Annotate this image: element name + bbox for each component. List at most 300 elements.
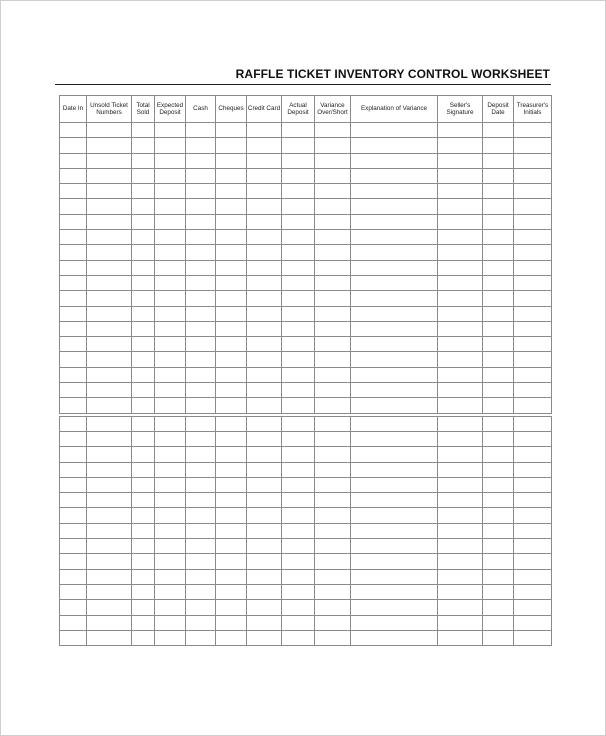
cell-variance-over-short[interactable] [315, 214, 351, 229]
cell-total-sold[interactable] [132, 306, 155, 321]
cell-date-in[interactable] [60, 230, 87, 245]
cell-expected-deposit[interactable] [155, 168, 186, 183]
cell-actual-deposit[interactable] [282, 431, 315, 446]
cell-variance-over-short[interactable] [315, 539, 351, 554]
cell-deposit-date[interactable] [483, 153, 514, 168]
cell-variance-over-short[interactable] [315, 554, 351, 569]
cell-variance-over-short[interactable] [315, 230, 351, 245]
cell-actual-deposit[interactable] [282, 245, 315, 260]
cell-expected-deposit[interactable] [155, 214, 186, 229]
cell-cash[interactable] [186, 291, 216, 306]
cell-total-sold[interactable] [132, 138, 155, 153]
cell-cheques[interactable] [216, 367, 247, 382]
cell-explanation-of-variance[interactable] [351, 168, 438, 183]
cell-variance-over-short[interactable] [315, 569, 351, 584]
cell-actual-deposit[interactable] [282, 291, 315, 306]
cell-treasurers-initials[interactable] [514, 138, 552, 153]
cell-treasurers-initials[interactable] [514, 523, 552, 538]
cell-expected-deposit[interactable] [155, 584, 186, 599]
cell-cheques[interactable] [216, 337, 247, 352]
cell-credit-card[interactable] [247, 398, 282, 413]
cell-treasurers-initials[interactable] [514, 600, 552, 615]
cell-treasurers-initials[interactable] [514, 584, 552, 599]
cell-deposit-date[interactable] [483, 168, 514, 183]
cell-cash[interactable] [186, 230, 216, 245]
cell-total-sold[interactable] [132, 291, 155, 306]
cell-cheques[interactable] [216, 398, 247, 413]
cell-date-in[interactable] [60, 615, 87, 630]
cell-actual-deposit[interactable] [282, 447, 315, 462]
cell-actual-deposit[interactable] [282, 600, 315, 615]
cell-cash[interactable] [186, 630, 216, 645]
cell-date-in[interactable] [60, 493, 87, 508]
cell-explanation-of-variance[interactable] [351, 539, 438, 554]
cell-date-in[interactable] [60, 584, 87, 599]
cell-date-in[interactable] [60, 245, 87, 260]
cell-explanation-of-variance[interactable] [351, 199, 438, 214]
cell-sellers-signature[interactable] [438, 123, 483, 138]
cell-total-sold[interactable] [132, 383, 155, 398]
cell-total-sold[interactable] [132, 367, 155, 382]
cell-unsold-ticket-numbers[interactable] [87, 447, 132, 462]
cell-variance-over-short[interactable] [315, 275, 351, 290]
cell-expected-deposit[interactable] [155, 123, 186, 138]
cell-sellers-signature[interactable] [438, 523, 483, 538]
cell-unsold-ticket-numbers[interactable] [87, 569, 132, 584]
cell-expected-deposit[interactable] [155, 245, 186, 260]
cell-cash[interactable] [186, 337, 216, 352]
cell-credit-card[interactable] [247, 230, 282, 245]
cell-total-sold[interactable] [132, 569, 155, 584]
cell-unsold-ticket-numbers[interactable] [87, 275, 132, 290]
cell-unsold-ticket-numbers[interactable] [87, 539, 132, 554]
cell-expected-deposit[interactable] [155, 431, 186, 446]
cell-cheques[interactable] [216, 245, 247, 260]
cell-actual-deposit[interactable] [282, 539, 315, 554]
cell-total-sold[interactable] [132, 539, 155, 554]
cell-total-sold[interactable] [132, 398, 155, 413]
cell-credit-card[interactable] [247, 508, 282, 523]
cell-credit-card[interactable] [247, 367, 282, 382]
cell-total-sold[interactable] [132, 245, 155, 260]
cell-sellers-signature[interactable] [438, 539, 483, 554]
cell-expected-deposit[interactable] [155, 184, 186, 199]
cell-deposit-date[interactable] [483, 508, 514, 523]
cell-cheques[interactable] [216, 184, 247, 199]
cell-cash[interactable] [186, 138, 216, 153]
cell-actual-deposit[interactable] [282, 168, 315, 183]
cell-treasurers-initials[interactable] [514, 398, 552, 413]
cell-unsold-ticket-numbers[interactable] [87, 383, 132, 398]
cell-cash[interactable] [186, 539, 216, 554]
cell-date-in[interactable] [60, 184, 87, 199]
cell-deposit-date[interactable] [483, 306, 514, 321]
cell-credit-card[interactable] [247, 153, 282, 168]
cell-explanation-of-variance[interactable] [351, 508, 438, 523]
cell-explanation-of-variance[interactable] [351, 630, 438, 645]
cell-unsold-ticket-numbers[interactable] [87, 123, 132, 138]
cell-credit-card[interactable] [247, 493, 282, 508]
cell-explanation-of-variance[interactable] [351, 431, 438, 446]
cell-sellers-signature[interactable] [438, 260, 483, 275]
cell-total-sold[interactable] [132, 554, 155, 569]
cell-cheques[interactable] [216, 291, 247, 306]
cell-actual-deposit[interactable] [282, 523, 315, 538]
cell-explanation-of-variance[interactable] [351, 291, 438, 306]
cell-credit-card[interactable] [247, 275, 282, 290]
cell-variance-over-short[interactable] [315, 615, 351, 630]
cell-cash[interactable] [186, 462, 216, 477]
cell-explanation-of-variance[interactable] [351, 214, 438, 229]
cell-sellers-signature[interactable] [438, 416, 483, 431]
cell-treasurers-initials[interactable] [514, 569, 552, 584]
cell-total-sold[interactable] [132, 168, 155, 183]
cell-deposit-date[interactable] [483, 447, 514, 462]
cell-explanation-of-variance[interactable] [351, 523, 438, 538]
cell-total-sold[interactable] [132, 462, 155, 477]
cell-explanation-of-variance[interactable] [351, 615, 438, 630]
cell-variance-over-short[interactable] [315, 462, 351, 477]
cell-cash[interactable] [186, 615, 216, 630]
cell-treasurers-initials[interactable] [514, 168, 552, 183]
cell-variance-over-short[interactable] [315, 523, 351, 538]
cell-expected-deposit[interactable] [155, 462, 186, 477]
cell-unsold-ticket-numbers[interactable] [87, 615, 132, 630]
cell-actual-deposit[interactable] [282, 321, 315, 336]
cell-total-sold[interactable] [132, 337, 155, 352]
cell-deposit-date[interactable] [483, 260, 514, 275]
cell-expected-deposit[interactable] [155, 199, 186, 214]
cell-deposit-date[interactable] [483, 123, 514, 138]
cell-expected-deposit[interactable] [155, 306, 186, 321]
cell-cash[interactable] [186, 352, 216, 367]
cell-deposit-date[interactable] [483, 554, 514, 569]
cell-cheques[interactable] [216, 462, 247, 477]
cell-deposit-date[interactable] [483, 245, 514, 260]
cell-explanation-of-variance[interactable] [351, 383, 438, 398]
cell-treasurers-initials[interactable] [514, 383, 552, 398]
cell-variance-over-short[interactable] [315, 600, 351, 615]
cell-unsold-ticket-numbers[interactable] [87, 523, 132, 538]
cell-cash[interactable] [186, 184, 216, 199]
cell-cash[interactable] [186, 554, 216, 569]
cell-expected-deposit[interactable] [155, 539, 186, 554]
cell-deposit-date[interactable] [483, 367, 514, 382]
cell-credit-card[interactable] [247, 291, 282, 306]
cell-sellers-signature[interactable] [438, 383, 483, 398]
cell-actual-deposit[interactable] [282, 275, 315, 290]
cell-deposit-date[interactable] [483, 291, 514, 306]
cell-credit-card[interactable] [247, 184, 282, 199]
cell-variance-over-short[interactable] [315, 306, 351, 321]
cell-total-sold[interactable] [132, 600, 155, 615]
cell-deposit-date[interactable] [483, 569, 514, 584]
cell-explanation-of-variance[interactable] [351, 123, 438, 138]
cell-treasurers-initials[interactable] [514, 615, 552, 630]
cell-deposit-date[interactable] [483, 539, 514, 554]
cell-unsold-ticket-numbers[interactable] [87, 600, 132, 615]
cell-deposit-date[interactable] [483, 214, 514, 229]
cell-total-sold[interactable] [132, 416, 155, 431]
cell-date-in[interactable] [60, 199, 87, 214]
cell-treasurers-initials[interactable] [514, 123, 552, 138]
cell-cash[interactable] [186, 275, 216, 290]
cell-cheques[interactable] [216, 230, 247, 245]
cell-credit-card[interactable] [247, 245, 282, 260]
cell-actual-deposit[interactable] [282, 230, 315, 245]
cell-credit-card[interactable] [247, 260, 282, 275]
cell-deposit-date[interactable] [483, 352, 514, 367]
cell-total-sold[interactable] [132, 275, 155, 290]
cell-explanation-of-variance[interactable] [351, 493, 438, 508]
cell-date-in[interactable] [60, 306, 87, 321]
cell-explanation-of-variance[interactable] [351, 554, 438, 569]
cell-total-sold[interactable] [132, 123, 155, 138]
cell-variance-over-short[interactable] [315, 199, 351, 214]
cell-deposit-date[interactable] [483, 630, 514, 645]
cell-total-sold[interactable] [132, 447, 155, 462]
cell-actual-deposit[interactable] [282, 416, 315, 431]
cell-cheques[interactable] [216, 600, 247, 615]
cell-date-in[interactable] [60, 260, 87, 275]
cell-total-sold[interactable] [132, 584, 155, 599]
cell-unsold-ticket-numbers[interactable] [87, 230, 132, 245]
cell-treasurers-initials[interactable] [514, 477, 552, 492]
cell-actual-deposit[interactable] [282, 214, 315, 229]
cell-sellers-signature[interactable] [438, 462, 483, 477]
cell-treasurers-initials[interactable] [514, 275, 552, 290]
cell-unsold-ticket-numbers[interactable] [87, 431, 132, 446]
cell-variance-over-short[interactable] [315, 168, 351, 183]
cell-variance-over-short[interactable] [315, 123, 351, 138]
cell-cheques[interactable] [216, 306, 247, 321]
cell-treasurers-initials[interactable] [514, 447, 552, 462]
cell-unsold-ticket-numbers[interactable] [87, 367, 132, 382]
cell-treasurers-initials[interactable] [514, 431, 552, 446]
cell-explanation-of-variance[interactable] [351, 367, 438, 382]
cell-date-in[interactable] [60, 291, 87, 306]
cell-cash[interactable] [186, 600, 216, 615]
cell-cheques[interactable] [216, 584, 247, 599]
cell-cash[interactable] [186, 447, 216, 462]
cell-sellers-signature[interactable] [438, 508, 483, 523]
cell-deposit-date[interactable] [483, 184, 514, 199]
cell-sellers-signature[interactable] [438, 321, 483, 336]
cell-actual-deposit[interactable] [282, 260, 315, 275]
cell-expected-deposit[interactable] [155, 153, 186, 168]
cell-expected-deposit[interactable] [155, 630, 186, 645]
cell-unsold-ticket-numbers[interactable] [87, 291, 132, 306]
cell-actual-deposit[interactable] [282, 367, 315, 382]
cell-deposit-date[interactable] [483, 337, 514, 352]
cell-expected-deposit[interactable] [155, 367, 186, 382]
cell-treasurers-initials[interactable] [514, 291, 552, 306]
cell-sellers-signature[interactable] [438, 291, 483, 306]
cell-expected-deposit[interactable] [155, 554, 186, 569]
cell-unsold-ticket-numbers[interactable] [87, 199, 132, 214]
cell-variance-over-short[interactable] [315, 398, 351, 413]
cell-date-in[interactable] [60, 123, 87, 138]
cell-sellers-signature[interactable] [438, 275, 483, 290]
cell-credit-card[interactable] [247, 600, 282, 615]
cell-unsold-ticket-numbers[interactable] [87, 508, 132, 523]
cell-unsold-ticket-numbers[interactable] [87, 493, 132, 508]
cell-unsold-ticket-numbers[interactable] [87, 554, 132, 569]
cell-date-in[interactable] [60, 554, 87, 569]
cell-variance-over-short[interactable] [315, 416, 351, 431]
cell-treasurers-initials[interactable] [514, 508, 552, 523]
cell-credit-card[interactable] [247, 337, 282, 352]
cell-credit-card[interactable] [247, 462, 282, 477]
cell-unsold-ticket-numbers[interactable] [87, 477, 132, 492]
cell-actual-deposit[interactable] [282, 554, 315, 569]
cell-actual-deposit[interactable] [282, 569, 315, 584]
cell-total-sold[interactable] [132, 199, 155, 214]
cell-sellers-signature[interactable] [438, 306, 483, 321]
cell-date-in[interactable] [60, 321, 87, 336]
cell-actual-deposit[interactable] [282, 352, 315, 367]
cell-actual-deposit[interactable] [282, 138, 315, 153]
cell-cheques[interactable] [216, 416, 247, 431]
cell-date-in[interactable] [60, 447, 87, 462]
cell-unsold-ticket-numbers[interactable] [87, 168, 132, 183]
cell-actual-deposit[interactable] [282, 615, 315, 630]
cell-expected-deposit[interactable] [155, 615, 186, 630]
cell-expected-deposit[interactable] [155, 493, 186, 508]
cell-actual-deposit[interactable] [282, 630, 315, 645]
cell-cheques[interactable] [216, 508, 247, 523]
cell-unsold-ticket-numbers[interactable] [87, 462, 132, 477]
cell-treasurers-initials[interactable] [514, 352, 552, 367]
cell-variance-over-short[interactable] [315, 431, 351, 446]
cell-treasurers-initials[interactable] [514, 214, 552, 229]
cell-treasurers-initials[interactable] [514, 493, 552, 508]
cell-unsold-ticket-numbers[interactable] [87, 337, 132, 352]
cell-date-in[interactable] [60, 138, 87, 153]
cell-treasurers-initials[interactable] [514, 260, 552, 275]
cell-sellers-signature[interactable] [438, 138, 483, 153]
cell-cheques[interactable] [216, 214, 247, 229]
cell-deposit-date[interactable] [483, 416, 514, 431]
cell-sellers-signature[interactable] [438, 554, 483, 569]
cell-cash[interactable] [186, 523, 216, 538]
cell-cash[interactable] [186, 245, 216, 260]
cell-deposit-date[interactable] [483, 398, 514, 413]
cell-explanation-of-variance[interactable] [351, 398, 438, 413]
cell-unsold-ticket-numbers[interactable] [87, 245, 132, 260]
cell-actual-deposit[interactable] [282, 462, 315, 477]
cell-total-sold[interactable] [132, 523, 155, 538]
cell-expected-deposit[interactable] [155, 398, 186, 413]
cell-date-in[interactable] [60, 462, 87, 477]
cell-cash[interactable] [186, 153, 216, 168]
cell-sellers-signature[interactable] [438, 398, 483, 413]
cell-cheques[interactable] [216, 352, 247, 367]
cell-credit-card[interactable] [247, 554, 282, 569]
cell-actual-deposit[interactable] [282, 493, 315, 508]
cell-cheques[interactable] [216, 615, 247, 630]
cell-actual-deposit[interactable] [282, 508, 315, 523]
cell-explanation-of-variance[interactable] [351, 600, 438, 615]
cell-total-sold[interactable] [132, 615, 155, 630]
cell-cash[interactable] [186, 168, 216, 183]
cell-cheques[interactable] [216, 199, 247, 214]
cell-cheques[interactable] [216, 554, 247, 569]
cell-sellers-signature[interactable] [438, 477, 483, 492]
cell-sellers-signature[interactable] [438, 569, 483, 584]
cell-expected-deposit[interactable] [155, 447, 186, 462]
cell-explanation-of-variance[interactable] [351, 569, 438, 584]
cell-sellers-signature[interactable] [438, 168, 483, 183]
cell-credit-card[interactable] [247, 584, 282, 599]
cell-unsold-ticket-numbers[interactable] [87, 398, 132, 413]
cell-explanation-of-variance[interactable] [351, 337, 438, 352]
cell-unsold-ticket-numbers[interactable] [87, 306, 132, 321]
cell-deposit-date[interactable] [483, 584, 514, 599]
cell-expected-deposit[interactable] [155, 352, 186, 367]
cell-treasurers-initials[interactable] [514, 539, 552, 554]
cell-explanation-of-variance[interactable] [351, 184, 438, 199]
cell-cash[interactable] [186, 584, 216, 599]
cell-variance-over-short[interactable] [315, 291, 351, 306]
cell-date-in[interactable] [60, 367, 87, 382]
cell-actual-deposit[interactable] [282, 383, 315, 398]
cell-deposit-date[interactable] [483, 138, 514, 153]
cell-expected-deposit[interactable] [155, 275, 186, 290]
cell-actual-deposit[interactable] [282, 153, 315, 168]
cell-actual-deposit[interactable] [282, 306, 315, 321]
cell-credit-card[interactable] [247, 168, 282, 183]
cell-credit-card[interactable] [247, 477, 282, 492]
cell-actual-deposit[interactable] [282, 123, 315, 138]
cell-actual-deposit[interactable] [282, 184, 315, 199]
cell-cheques[interactable] [216, 447, 247, 462]
cell-unsold-ticket-numbers[interactable] [87, 260, 132, 275]
cell-cash[interactable] [186, 431, 216, 446]
cell-unsold-ticket-numbers[interactable] [87, 214, 132, 229]
cell-expected-deposit[interactable] [155, 523, 186, 538]
cell-sellers-signature[interactable] [438, 367, 483, 382]
cell-cheques[interactable] [216, 383, 247, 398]
cell-sellers-signature[interactable] [438, 153, 483, 168]
cell-explanation-of-variance[interactable] [351, 584, 438, 599]
cell-sellers-signature[interactable] [438, 199, 483, 214]
cell-credit-card[interactable] [247, 321, 282, 336]
cell-sellers-signature[interactable] [438, 447, 483, 462]
cell-expected-deposit[interactable] [155, 600, 186, 615]
cell-cheques[interactable] [216, 260, 247, 275]
cell-cash[interactable] [186, 477, 216, 492]
cell-explanation-of-variance[interactable] [351, 260, 438, 275]
cell-explanation-of-variance[interactable] [351, 321, 438, 336]
cell-explanation-of-variance[interactable] [351, 352, 438, 367]
cell-cheques[interactable] [216, 569, 247, 584]
cell-sellers-signature[interactable] [438, 214, 483, 229]
cell-cash[interactable] [186, 306, 216, 321]
cell-expected-deposit[interactable] [155, 260, 186, 275]
cell-total-sold[interactable] [132, 477, 155, 492]
cell-credit-card[interactable] [247, 431, 282, 446]
cell-credit-card[interactable] [247, 199, 282, 214]
cell-deposit-date[interactable] [483, 431, 514, 446]
cell-cheques[interactable] [216, 168, 247, 183]
cell-actual-deposit[interactable] [282, 398, 315, 413]
cell-date-in[interactable] [60, 214, 87, 229]
cell-treasurers-initials[interactable] [514, 306, 552, 321]
cell-date-in[interactable] [60, 630, 87, 645]
cell-treasurers-initials[interactable] [514, 367, 552, 382]
cell-explanation-of-variance[interactable] [351, 477, 438, 492]
